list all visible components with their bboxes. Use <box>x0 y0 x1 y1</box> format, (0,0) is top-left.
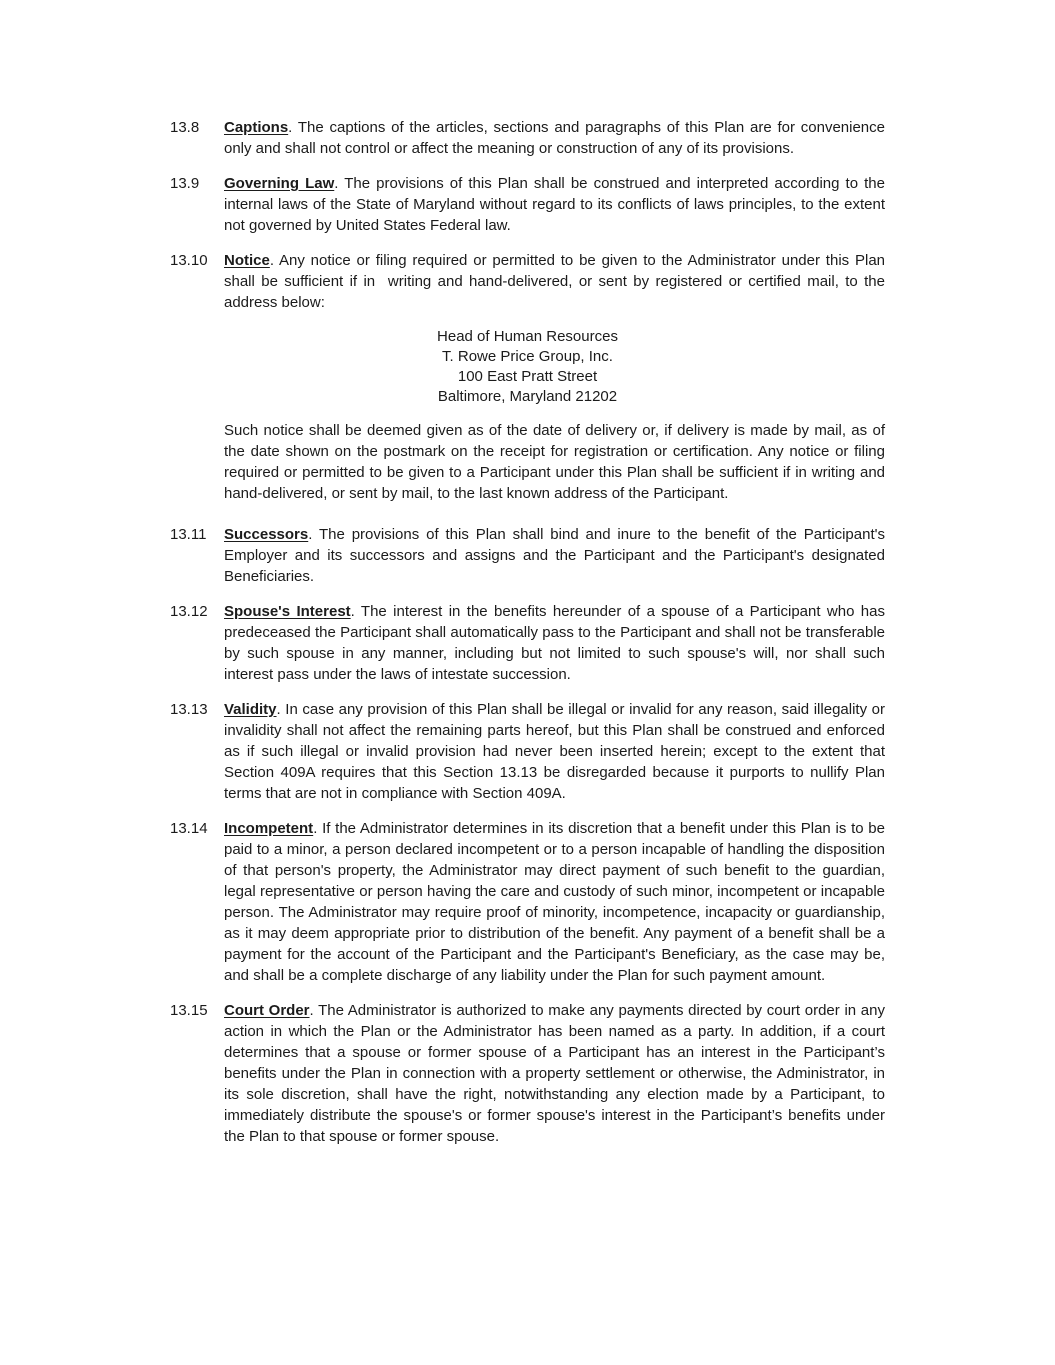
section-paragraph <box>224 524 885 587</box>
section-paragraph <box>224 699 885 804</box>
address-line: T. Rowe Price Group, Inc. <box>442 348 613 365</box>
section-number: 13.13 <box>170 701 208 718</box>
section-13-8 <box>170 117 885 159</box>
address-line: Baltimore, Maryland 21202 <box>437 388 618 405</box>
section-heading: Captions <box>224 119 289 136</box>
section-13-9 <box>170 173 885 236</box>
section-body: . The Administrator is authorized to make any payments directed by court order in any action in which the Plan or the Administrator has been named as a party. In addition, if a court determines that a spouse or former spouse of a Participant has an interest in the Participant’s benefits under the Plan in connection with a property settlement or otherwise, the Administrator, in its sole discretion, shall have the right, notwithstanding any election made by a Participant, to immediately distribute the spouse's or former spouse's interest in the Participant’s benefits under the Plan to that spouse or former spouse. <box>224 1002 885 1145</box>
section-paragraph <box>224 1000 885 1147</box>
section-heading: Spouse's Interest <box>224 603 351 620</box>
section-body: . The interest in the benefits hereunder of a spouse of a Participant who has predeceased the Participant shall automatically pass to the Participant and shall not be transferable by such spouse in any manner, including but not limited to such spouse's will, nor shall such interest pass under the laws of intestate succession. <box>224 603 885 683</box>
section-13-12 <box>170 601 885 685</box>
section-13-13 <box>170 699 885 804</box>
section-paragraph <box>224 117 885 159</box>
section-body: . If the Administrator determines in its discretion that a benefit under this Plan is to be paid to a minor, a person declared incompetent or to a person incapable of handling the disposition of that person's property, the Administrator may direct payment of such benefit to the guardian, legal representative or person having the care and custody of such minor, incompetent or incapable person. The Administrator may require proof of minority, incompetence, incapacity or guardianship, as it may deem appropriate prior to distribution of the benefit. Any payment of a benefit shall be a payment for the account of the Participant and the Participant's Beneficiary, as the case may be, and shall be a complete discharge of any liability under the Plan for such payment amount. <box>224 820 885 984</box>
section-body: . The provisions of this Plan shall bind and inure to the benefit of the Participant's Employer and its successors and assigns and the Participant and the Participant's designated Beneficiaries. <box>224 526 885 585</box>
section-heading: Court Order <box>224 1002 310 1019</box>
notice-address-block <box>170 327 885 407</box>
section-paragraph <box>224 601 885 685</box>
notice-followup-paragraph: Such notice shall be deemed given as of the date of delivery or, if delivery is made by mail, as of the date shown on the postmark on the receipt for registration or certification. Any notice or filing required or permitted to be given to a Participant under this Plan shall be sufficient if in writing and hand-delivered, or sent by mail, to the last known address of the Participant. <box>224 422 885 502</box>
section-body: . In case any provision of this Plan shall be illegal or invalid for any reason, said illegality or invalidity shall not affect the remaining parts hereof, but this Plan shall be construed and enforced as if such illegal or invalid provision had never been inserted herein; except to the extent that Section 409A requires that this Section 13.13 be disregarded because it purports to nullify Plan terms that are not in compliance with Section 409A. <box>224 701 885 802</box>
section-13-10 <box>170 250 885 313</box>
section-number: 13.15 <box>170 1002 208 1019</box>
document-content <box>170 117 885 1161</box>
section-heading: Validity <box>224 701 277 718</box>
section-body: . Any notice or filing required or permitted to be given to the Administrator under this Plan shall be sufficient if in writing and hand-delivered, or sent by registered or certified mail, to the address below: <box>224 252 885 311</box>
section-number: 13.8 <box>170 119 200 136</box>
section-13-11 <box>170 524 885 587</box>
section-heading: Successors <box>224 526 309 543</box>
section-number: 13.10 <box>170 252 208 269</box>
section-13-15 <box>170 1000 885 1147</box>
section-heading: Notice <box>224 252 270 269</box>
section-paragraph <box>224 250 885 313</box>
section-number: 13.12 <box>170 603 208 620</box>
section-paragraph <box>224 173 885 236</box>
address-line: 100 East Pratt Street <box>457 368 598 385</box>
section-heading: Governing Law <box>224 175 335 192</box>
section-number: 13.14 <box>170 820 208 837</box>
section-13-14 <box>170 818 885 986</box>
section-number: 13.11 <box>170 526 207 543</box>
section-heading: Incompetent <box>224 820 314 837</box>
section-number: 13.9 <box>170 175 200 192</box>
section-paragraph <box>224 818 885 986</box>
address-line: Head of Human Resources <box>437 328 618 345</box>
section-body: . The provisions of this Plan shall be construed and interpreted according to the internal laws of the State of Maryland without regard to its conflicts of laws principles, to the extent not governed by United States Federal law. <box>224 175 885 234</box>
section-body: . The captions of the articles, sections and paragraphs of this Plan are for convenience only and shall not control or affect the meaning or construction of any of its provisions. <box>224 119 885 157</box>
